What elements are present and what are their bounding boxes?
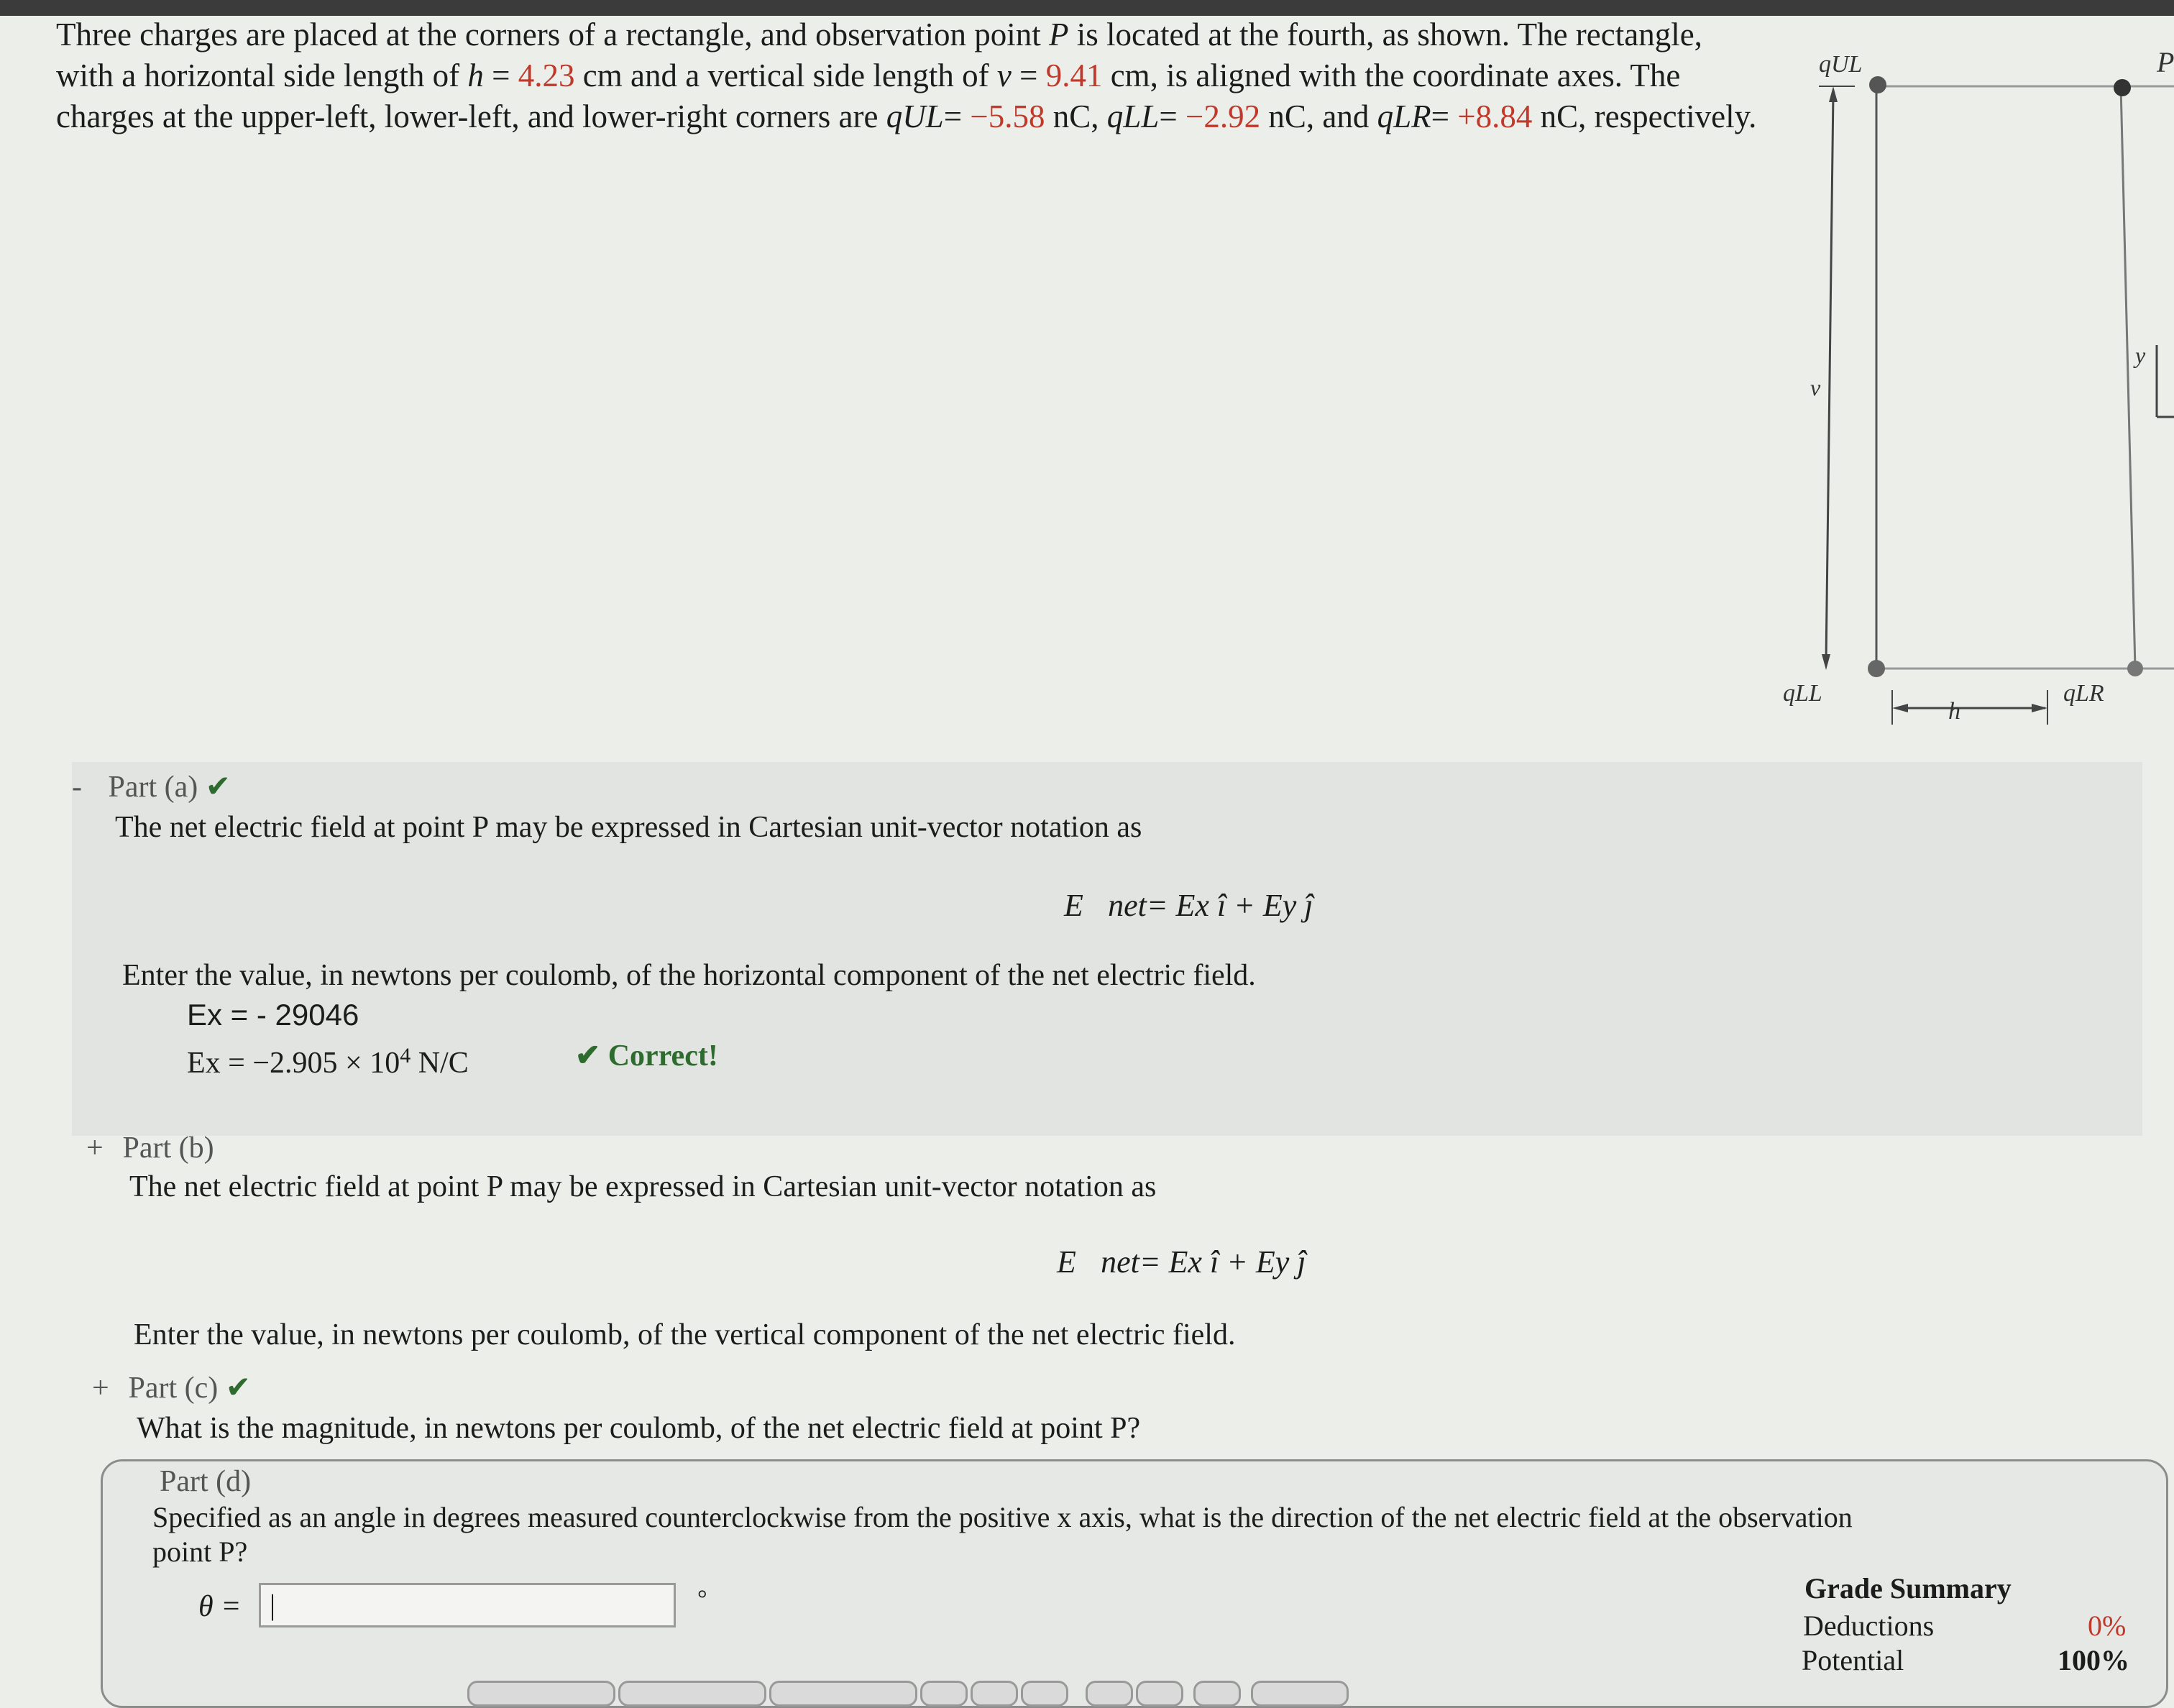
part-a-equation: E⃗net= Ex î + Ey ĵ <box>1064 888 1313 923</box>
part-c-check-icon: ✔ <box>225 1372 251 1405</box>
part-d-title: Part (d) <box>160 1465 252 1498</box>
part-b-equation: E⃗net= Ex î + Ey ĵ <box>1057 1244 1306 1280</box>
v-arrow-head-bottom <box>1822 654 1830 670</box>
potential-label: Potential <box>1802 1644 1904 1676</box>
keypad-button[interactable] <box>769 1681 917 1707</box>
deductions-label: Deductions <box>1803 1610 1935 1642</box>
grade-summary-title: Grade Summary <box>1804 1572 2012 1604</box>
v-arrow-head-top <box>1829 86 1838 102</box>
part-d-prompt-line2: point P? <box>152 1535 248 1568</box>
deductions-value: 0% <box>2088 1610 2127 1642</box>
part-a-prompt: Enter the value, in newtons per coulomb, of the horizontal component of the net electric field. <box>122 959 1256 992</box>
part-b-intro: The net electric field at point P may be expressed in Cartesian unit-vector notation as <box>129 1170 1157 1203</box>
part-a-answer <box>187 1037 469 1083</box>
part-a-title: Part (a) <box>108 771 198 804</box>
potential-value: 100% <box>2058 1644 2129 1676</box>
part-a-answer-base: Ex = −2.905 × 10 <box>187 1047 400 1080</box>
label-v: v <box>1810 375 1821 400</box>
part-b-title: Part (b) <box>122 1131 214 1165</box>
label-qlr: qLR <box>2063 680 2104 707</box>
part-a-entered-value: Ex = - 29046 <box>187 998 359 1032</box>
label-qul: qUL <box>1819 51 1863 78</box>
h-arrow-head-right <box>2032 704 2047 712</box>
part-a-header[interactable] <box>72 768 231 807</box>
charge-qlr-dot <box>2127 661 2143 676</box>
h-arrow-head-left <box>1892 704 1908 712</box>
part-c-prompt: What is the magnitude, in newtons per coulomb, of the net electric field at point P? <box>137 1412 1141 1445</box>
part-b-header[interactable] <box>86 1129 214 1167</box>
keypad-button[interactable] <box>971 1681 1018 1707</box>
keypad-button[interactable] <box>1136 1681 1183 1707</box>
charge-qul-dot <box>1869 76 1886 93</box>
label-y: y <box>2135 342 2146 368</box>
keypad-button[interactable] <box>467 1681 615 1707</box>
part-a-toggle[interactable]: - <box>72 771 82 804</box>
keypad-button[interactable] <box>618 1681 766 1707</box>
keypad-button[interactable] <box>920 1681 968 1707</box>
part-c-title: Part (c) <box>128 1372 219 1405</box>
label-p: P <box>2157 46 2174 78</box>
charge-qll-dot <box>1868 660 1885 677</box>
keypad-button[interactable] <box>1193 1681 1241 1707</box>
angle-answer-input[interactable]: | <box>259 1583 676 1627</box>
part-b-toggle[interactable]: + <box>86 1131 104 1165</box>
part-c-toggle[interactable]: + <box>92 1372 109 1405</box>
part-b-prompt: Enter the value, in newtons per coulomb, of the vertical component of the net electric field. <box>134 1318 1236 1351</box>
part-a-intro: The net electric field at point P may be expressed in Cartesian unit-vector notation as <box>115 811 1142 844</box>
part-a-correct-badge: ✔ Correct! <box>575 1039 718 1073</box>
problem-statement: Three charges are placed at the corners of a rectangle, and observation point P is located at the fourth, as shown. The rectangle, with a horizontal side length of h = 4.23 cm and a vertical side length of v = 9.41 cm, is aligned with the coordinate axes. The charges at the upper-left, lower-left, and lower-right corners are qUL= −5.58 nC, qLL= −2.92 nC, and qLR= +8.84 nC, respectively. <box>56 17 1757 134</box>
top-toolbar <box>0 0 2174 16</box>
right-side-line <box>2121 86 2135 669</box>
charge-rectangle-diagram <box>1769 36 2174 748</box>
keypad-button[interactable] <box>1086 1681 1133 1707</box>
part-a-answer-exp: 4 <box>400 1044 411 1068</box>
degree-symbol: ° <box>697 1586 707 1612</box>
part-a-check-icon: ✔ <box>205 771 231 804</box>
part-d-prompt-line1: Specified as an angle in degrees measured counterclockwise from the positive x axis, what is the direction of the net electric field at the observation <box>152 1501 1853 1533</box>
keypad-button[interactable] <box>1251 1681 1349 1707</box>
theta-label: θ = <box>198 1590 242 1623</box>
point-p-dot <box>2114 79 2131 96</box>
label-h: h <box>1948 698 1960 725</box>
part-a-answer-unit: N/C <box>411 1047 469 1080</box>
label-qll: qLL <box>1783 680 1822 707</box>
keypad-button[interactable] <box>1021 1681 1068 1707</box>
v-dimension-arrow <box>1826 93 1833 661</box>
part-c-header[interactable] <box>92 1369 251 1408</box>
